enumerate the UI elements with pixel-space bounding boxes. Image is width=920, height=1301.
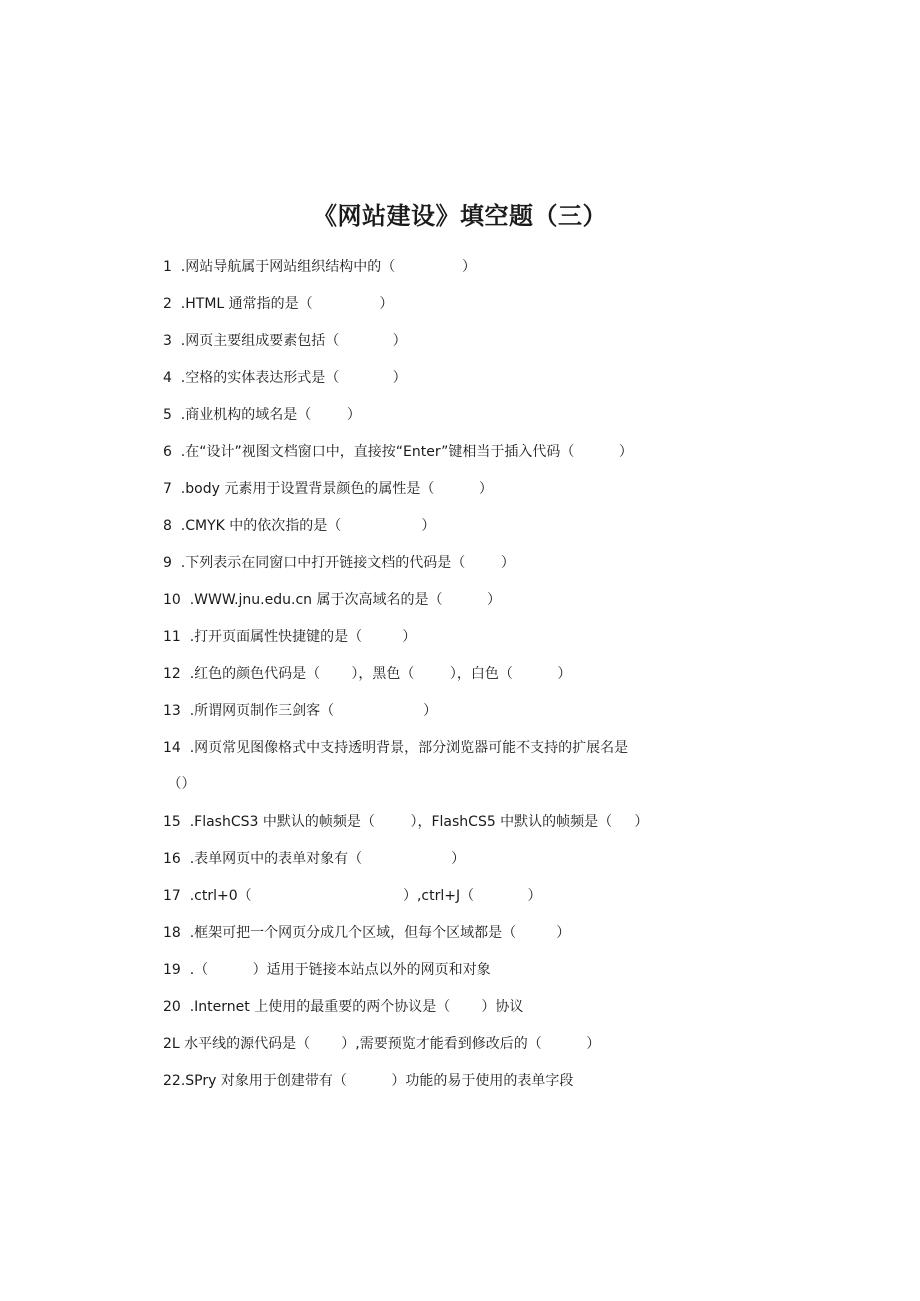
page-title: 《网站建设》填空题（三） [313,202,607,230]
question-8: 8 .CMYK 中的依次指的是（ ） [163,518,436,534]
question-1: 1 .网站导航属于网站组织结构中的（ ） [163,259,477,275]
question-2: 2 .HTML 通常指的是（ ） [163,296,394,312]
question-17: 17 .ctrl+0（ ）,ctrl+J（ ） [163,888,542,904]
question-12: 12 .红色的颜色代码是（ ），黑色（ ），白色（ ） [163,666,572,682]
question-14-continuation: （） [163,776,196,792]
question-18: 18 .框架可把一个网页分成几个区域，但每个区域都是（ ） [163,925,571,941]
question-5: 5 .商业机构的域名是（ ） [163,407,361,423]
question-14: 14 .网页常见图像格式中支持透明背景，部分浏览器可能不支持的扩展名是 [163,740,629,756]
question-13: 13 .所谓网页制作三剑客（ ） [163,703,438,719]
question-3: 3 .网页主要组成要素包括（ ） [163,333,407,349]
question-16: 16 .表单网页中的表单对象有（ ） [163,851,466,867]
question-21: 2L 水平线的源代码是（ ）,需要预览才能看到修改后的（ ） [163,1036,601,1052]
question-6: 6 .在“设计”视图文档窗口中，直接按“Enter”键相当于插入代码（ ） [163,444,633,460]
question-19: 19 .（ ）适用于链接本站点以外的网页和对象 [163,962,491,978]
question-22: 22.SPry 对象用于创建带有（ ）功能的易于使用的表单字段 [163,1073,574,1089]
question-9: 9 .下列表示在同窗口中打开链接文档的代码是（ ） [163,555,515,571]
question-20: 20 .Internet 上使用的最重要的两个协议是（ ）协议 [163,999,524,1015]
question-11: 11 .打开页面属性快捷键的是（ ） [163,629,417,645]
question-list [163,254,863,1105]
question-7: 7 .body 元素用于设置背景颜色的属性是（ ） [163,481,493,497]
question-4: 4 .空格的实体表达形式是（ ） [163,370,407,386]
question-15: 15 .FlashCS3 中默认的帧频是（ ），FlashCS5 中默认的帧频是（ ） [163,814,649,830]
question-10: 10 .WWW.jnu.edu.cn 属于次高域名的是（ ） [163,592,501,608]
